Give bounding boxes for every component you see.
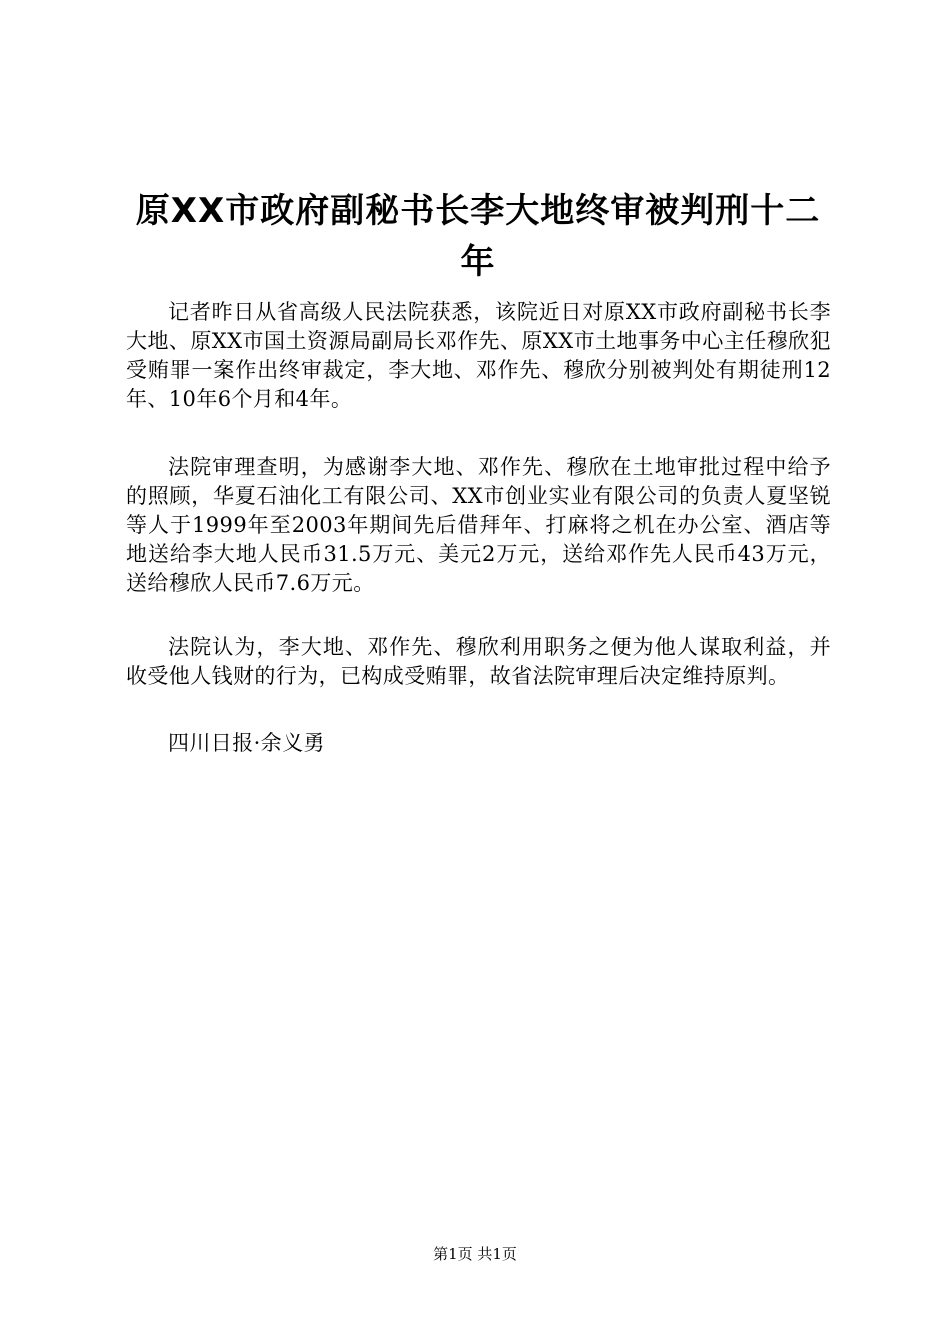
document-title: 原XX市政府副秘书长李大地终审被判刑十二年	[135, 191, 821, 282]
byline-text: 四川日报·余义勇	[168, 731, 325, 755]
paragraph-text: 记者昨日从省高级人民法院获悉，该院近日对原XX市政府副秘书长李大地、原XX市国土资源局副局长邓作先、原XX市土地事务中心主任穆欣犯受贿罪一案作出终审裁定，李大地、邓作先、穆欣分别被判处有期徒刑12年、10年6个月和4年。	[126, 300, 831, 411]
paragraph-report-summary	[126, 298, 831, 414]
paragraph-text: 法院审理查明，为感谢李大地、邓作先、穆欣在土地审批过程中给予的照顾，华夏石油化工有限公司、XX市创业实业有限公司的负责人夏坚锐等人于1999年至2003年期间先后借拜年、打麻将之机在办公室、酒店等地送给李大地人民币31.5万元、美元2万元，送给邓作先人民币43万元，送给穆欣人民币7.6万元。	[126, 455, 831, 595]
paragraph-court-findings	[126, 453, 831, 598]
page-number-footer: 第1页 共1页	[433, 1245, 517, 1263]
paragraph-text: 法院认为，李大地、邓作先、穆欣利用职务之便为他人谋取利益，并收受他人钱财的行为，已构成受贿罪，故省法院审理后决定维持原判。	[126, 635, 831, 688]
paragraph-source-byline	[126, 729, 831, 758]
paragraph-court-ruling	[126, 633, 831, 691]
